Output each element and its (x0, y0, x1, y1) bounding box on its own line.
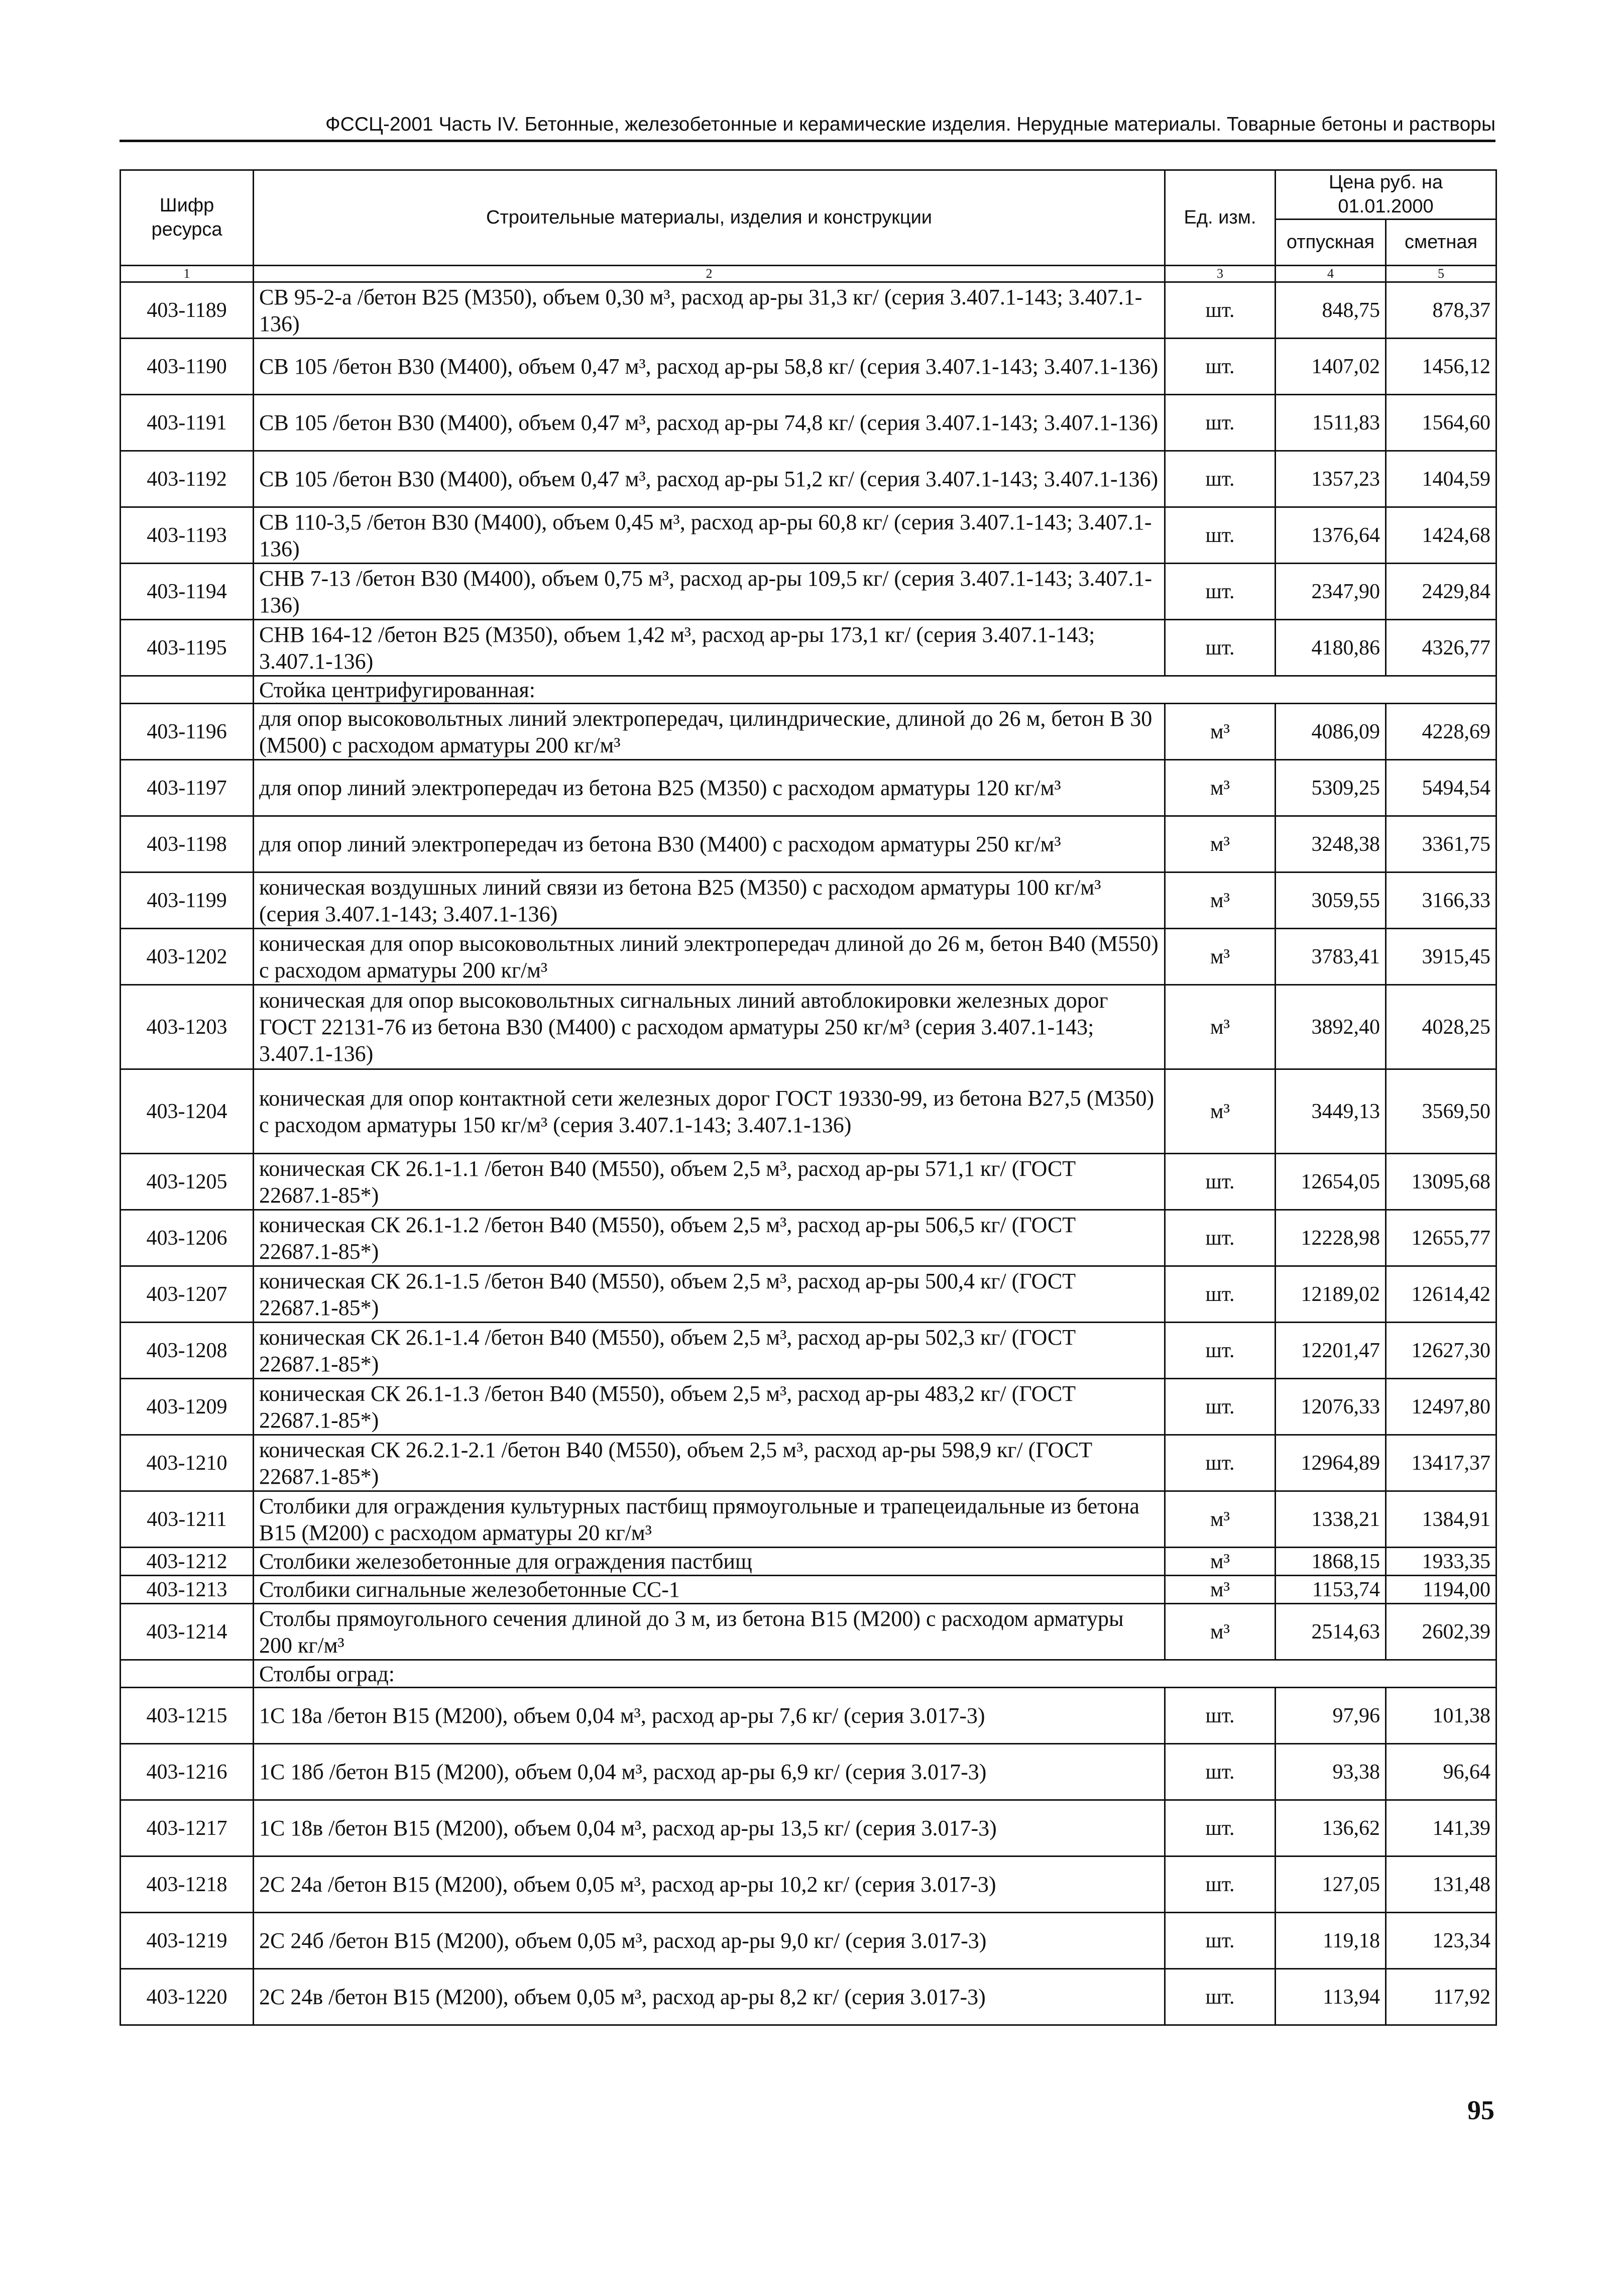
header-unit: Ед. изм. (1165, 170, 1276, 266)
table-row (121, 1266, 1496, 1323)
release-price-cell: 1511,83 (1276, 395, 1386, 451)
estimate-price-cell: 4326,77 (1386, 620, 1496, 676)
release-price-cell: 3783,41 (1276, 929, 1386, 985)
release-price-cell: 2347,90 (1276, 564, 1386, 620)
header-code: Шифр ресурса (121, 170, 254, 266)
description-cell: СВ 105 /бетон В30 (М400), объем 0,47 м³, расход ар-ры 74,8 кг/ (серия 3.407.1-143; 3.407.1-136) (254, 395, 1165, 451)
unit-cell: шт. (1165, 1323, 1276, 1379)
table-row (121, 985, 1496, 1069)
release-price-cell: 3892,40 (1276, 985, 1386, 1069)
unit-cell: м³ (1165, 1548, 1276, 1576)
unit-cell: шт. (1165, 1210, 1276, 1266)
code-cell: 403-1193 (121, 507, 254, 564)
description-cell: 1С 18б /бетон В15 (М200), объем 0,04 м³, расход ар-ры 6,9 кг/ (серия 3.017-3) (254, 1744, 1165, 1800)
unit-cell: шт. (1165, 507, 1276, 564)
table-row (121, 1210, 1496, 1266)
estimate-price-cell: 13417,37 (1386, 1435, 1496, 1491)
code-cell: 403-1220 (121, 1969, 254, 2025)
code-cell: 403-1199 (121, 872, 254, 929)
unit-cell: м³ (1165, 816, 1276, 872)
release-price-cell: 1376,64 (1276, 507, 1386, 564)
release-price-cell: 1153,74 (1276, 1576, 1386, 1604)
unit-cell: шт. (1165, 282, 1276, 339)
table-row (121, 395, 1496, 451)
unit-cell: шт. (1165, 1800, 1276, 1856)
unit-cell: м³ (1165, 1069, 1276, 1154)
code-cell: 403-1211 (121, 1491, 254, 1548)
column-index: 3 (1165, 266, 1276, 282)
section-row (121, 1660, 1496, 1688)
table-row (121, 507, 1496, 564)
release-price-cell: 3449,13 (1276, 1069, 1386, 1154)
release-price-cell: 3059,55 (1276, 872, 1386, 929)
estimate-price-cell: 12655,77 (1386, 1210, 1496, 1266)
description-cell: Столбы прямоугольного сечения длиной до 3 м, из бетона В15 (М200) с расходом арматуры 200 кг/м³ (254, 1604, 1165, 1660)
header-release-price: отпускная (1276, 220, 1386, 266)
unit-cell: шт. (1165, 1744, 1276, 1800)
table-row (121, 872, 1496, 929)
unit-cell: м³ (1165, 985, 1276, 1069)
unit-cell: шт. (1165, 1913, 1276, 1969)
estimate-price-cell: 3915,45 (1386, 929, 1496, 985)
description-cell: 2С 24б /бетон В15 (М200), объем 0,05 м³, расход ар-ры 9,0 кг/ (серия 3.017-3) (254, 1913, 1165, 1969)
code-cell: 403-1214 (121, 1604, 254, 1660)
price-table (120, 169, 1497, 2026)
table-row (121, 760, 1496, 816)
release-price-cell: 12201,47 (1276, 1323, 1386, 1379)
estimate-price-cell: 3361,75 (1386, 816, 1496, 872)
unit-cell: шт. (1165, 1969, 1276, 2025)
table-row (121, 1069, 1496, 1154)
release-price-cell: 119,18 (1276, 1913, 1386, 1969)
table-row (121, 1688, 1496, 1744)
estimate-price-cell: 1384,91 (1386, 1491, 1496, 1548)
description-cell: для опор линий электропередач из бетона В25 (М350) с расходом арматуры 120 кг/м³ (254, 760, 1165, 816)
section-title: Стойка центрифугированная: (254, 676, 1496, 704)
table-row (121, 816, 1496, 872)
estimate-price-cell: 1404,59 (1386, 451, 1496, 507)
code-cell: 403-1217 (121, 1800, 254, 1856)
page-number: 95 (1467, 2095, 1494, 2125)
release-price-cell: 1338,21 (1276, 1491, 1386, 1548)
estimate-price-cell: 117,92 (1386, 1969, 1496, 2025)
estimate-price-cell: 1456,12 (1386, 339, 1496, 395)
estimate-price-cell: 4028,25 (1386, 985, 1496, 1069)
code-cell: 403-1210 (121, 1435, 254, 1491)
code-cell: 403-1189 (121, 282, 254, 339)
estimate-price-cell: 1564,60 (1386, 395, 1496, 451)
estimate-price-cell: 101,38 (1386, 1688, 1496, 1744)
table-row (121, 1154, 1496, 1210)
unit-cell: шт. (1165, 1379, 1276, 1435)
table-body (121, 282, 1496, 2025)
running-header: ФССЦ-2001 Часть IV. Бетонные, железобетонные и керамические изделия. Нерудные материалы. Товарные бетоны и растворы (120, 110, 1495, 142)
description-cell: СВ 110-3,5 /бетон В30 (М400), объем 0,45 м³, расход ар-ры 60,8 кг/ (серия 3.407.1-143; 3.407.1-136) (254, 507, 1165, 564)
description-cell: коническая для опор контактной сети железных дорог ГОСТ 19330-99, из бетона В27,5 (М350) с расходом арматуры 150 кг/м³ (серия 3.407.1-143; 3.407.1-136) (254, 1069, 1165, 1154)
release-price-cell: 12189,02 (1276, 1266, 1386, 1323)
code-cell: 403-1192 (121, 451, 254, 507)
description-cell: коническая СК 26.1-1.1 /бетон В40 (М550), объем 2,5 м³, расход ар-ры 571,1 кг/ (ГОСТ 22687.1-85*) (254, 1154, 1165, 1210)
code-cell: 403-1191 (121, 395, 254, 451)
table-row (121, 1435, 1496, 1491)
estimate-price-cell: 3166,33 (1386, 872, 1496, 929)
unit-cell: шт. (1165, 339, 1276, 395)
table-row (121, 282, 1496, 339)
table-row (121, 1548, 1496, 1576)
unit-cell: м³ (1165, 1604, 1276, 1660)
code-cell: 403-1216 (121, 1744, 254, 1800)
release-price-cell: 1868,15 (1276, 1548, 1386, 1576)
section-code-cell (121, 1660, 254, 1688)
table-row (121, 1379, 1496, 1435)
unit-cell: шт. (1165, 1266, 1276, 1323)
description-cell: коническая СК 26.2.1-2.1 /бетон В40 (М550), объем 2,5 м³, расход ар-ры 598,9 кг/ (ГОСТ 22687.1-85*) (254, 1435, 1165, 1491)
table-row (121, 929, 1496, 985)
estimate-price-cell: 141,39 (1386, 1800, 1496, 1856)
unit-cell: шт. (1165, 1856, 1276, 1913)
release-price-cell: 127,05 (1276, 1856, 1386, 1913)
unit-cell: м³ (1165, 1576, 1276, 1604)
header-price-group: Цена руб. на 01.01.2000 (1276, 170, 1496, 220)
description-cell: коническая для опор высоковольтных линий электропередач длиной до 26 м, бетон В40 (М550) с расходом арматуры 200 кг/м³ (254, 929, 1165, 985)
description-cell: СВ 95-2-а /бетон В25 (М350), объем 0,30 м³, расход ар-ры 31,3 кг/ (серия 3.407.1-143; 3.407.1-136) (254, 282, 1165, 339)
code-cell: 403-1190 (121, 339, 254, 395)
code-cell: 403-1207 (121, 1266, 254, 1323)
code-cell: 403-1197 (121, 760, 254, 816)
release-price-cell: 93,38 (1276, 1744, 1386, 1800)
release-price-cell: 1407,02 (1276, 339, 1386, 395)
column-index: 1 (121, 266, 254, 282)
description-cell: для опор линий электропередач из бетона В30 (М400) с расходом арматуры 250 кг/м³ (254, 816, 1165, 872)
table-row (121, 564, 1496, 620)
description-cell: 2С 24а /бетон В15 (М200), объем 0,05 м³, расход ар-ры 10,2 кг/ (серия 3.017-3) (254, 1856, 1165, 1913)
table-row (121, 1744, 1496, 1800)
table-row (121, 1604, 1496, 1660)
code-cell: 403-1219 (121, 1913, 254, 1969)
table-row (121, 1576, 1496, 1604)
estimate-price-cell: 2429,84 (1386, 564, 1496, 620)
description-cell: СВ 105 /бетон В30 (М400), объем 0,47 м³, расход ар-ры 51,2 кг/ (серия 3.407.1-143; 3.407.1-136) (254, 451, 1165, 507)
estimate-price-cell: 123,34 (1386, 1913, 1496, 1969)
code-cell: 403-1205 (121, 1154, 254, 1210)
description-cell: коническая СК 26.1-1.2 /бетон В40 (М550), объем 2,5 м³, расход ар-ры 506,5 кг/ (ГОСТ 22687.1-85*) (254, 1210, 1165, 1266)
description-cell: СНВ 7-13 /бетон В30 (М400), объем 0,75 м³, расход ар-ры 109,5 кг/ (серия 3.407.1-143; 3.407.1-136) (254, 564, 1165, 620)
code-cell: 403-1204 (121, 1069, 254, 1154)
unit-cell: м³ (1165, 929, 1276, 985)
estimate-price-cell: 1194,00 (1386, 1576, 1496, 1604)
estimate-price-cell: 12497,80 (1386, 1379, 1496, 1435)
code-cell: 403-1215 (121, 1688, 254, 1744)
description-cell: коническая воздушных линий связи из бетона В25 (М350) с расходом арматуры 100 кг/м³ (серия 3.407.1-143; 3.407.1-136) (254, 872, 1165, 929)
table-row (121, 1491, 1496, 1548)
table-row (121, 1913, 1496, 1969)
table-row (121, 1856, 1496, 1913)
estimate-price-cell: 4228,69 (1386, 704, 1496, 760)
code-cell: 403-1213 (121, 1576, 254, 1604)
description-cell: коническая СК 26.1-1.4 /бетон В40 (М550), объем 2,5 м³, расход ар-ры 502,3 кг/ (ГОСТ 22687.1-85*) (254, 1323, 1165, 1379)
description-cell: коническая для опор высоковольтных сигнальных линий автоблокировки железных дорог ГОСТ 22131-76 из бетона В30 (М400) с расходом арматуры 250 кг/м³ (серия 3.407.1-143; 3.407.1-136) (254, 985, 1165, 1069)
description-cell: 1С 18а /бетон В15 (М200), объем 0,04 м³, расход ар-ры 7,6 кг/ (серия 3.017-3) (254, 1688, 1165, 1744)
estimate-price-cell: 5494,54 (1386, 760, 1496, 816)
code-cell: 403-1218 (121, 1856, 254, 1913)
release-price-cell: 12228,98 (1276, 1210, 1386, 1266)
description-cell: Столбики для ограждения культурных пастбищ прямоугольные и трапецеидальные из бетона В15 (М200) с расходом арматуры 20 кг/м³ (254, 1491, 1165, 1548)
release-price-cell: 3248,38 (1276, 816, 1386, 872)
table-row (121, 1969, 1496, 2025)
release-price-cell: 12654,05 (1276, 1154, 1386, 1210)
column-index: 5 (1386, 266, 1496, 282)
estimate-price-cell: 12627,30 (1386, 1323, 1496, 1379)
code-cell: 403-1208 (121, 1323, 254, 1379)
table-row (121, 1800, 1496, 1856)
code-cell: 403-1206 (121, 1210, 254, 1266)
unit-cell: шт. (1165, 451, 1276, 507)
release-price-cell: 1357,23 (1276, 451, 1386, 507)
description-cell: СВ 105 /бетон В30 (М400), объем 0,47 м³, расход ар-ры 58,8 кг/ (серия 3.407.1-143; 3.407.1-136) (254, 339, 1165, 395)
estimate-price-cell: 131,48 (1386, 1856, 1496, 1913)
header-estimate-price: сметная (1386, 220, 1496, 266)
code-cell: 403-1194 (121, 564, 254, 620)
description-cell: коническая СК 26.1-1.5 /бетон В40 (М550), объем 2,5 м³, расход ар-ры 500,4 кг/ (ГОСТ 22687.1-85*) (254, 1266, 1165, 1323)
estimate-price-cell: 12614,42 (1386, 1266, 1496, 1323)
table-row (121, 339, 1496, 395)
code-cell: 403-1195 (121, 620, 254, 676)
release-price-cell: 12076,33 (1276, 1379, 1386, 1435)
table-row (121, 620, 1496, 676)
description-cell: для опор высоковольтных линий электропередач, цилиндрические, длиной до 26 м, бетон В 30 (М500) с расходом арматуры 200 кг/м³ (254, 704, 1165, 760)
release-price-cell: 136,62 (1276, 1800, 1386, 1856)
release-price-cell: 848,75 (1276, 282, 1386, 339)
code-cell: 403-1203 (121, 985, 254, 1069)
section-title: Столбы оград: (254, 1660, 1496, 1688)
estimate-price-cell: 96,64 (1386, 1744, 1496, 1800)
estimate-price-cell: 1424,68 (1386, 507, 1496, 564)
release-price-cell: 4180,86 (1276, 620, 1386, 676)
description-cell: СНВ 164-12 /бетон В25 (М350), объем 1,42 м³, расход ар-ры 173,1 кг/ (серия 3.407.1-143; 3.407.1-136) (254, 620, 1165, 676)
section-code-cell (121, 676, 254, 704)
description-cell: 1С 18в /бетон В15 (М200), объем 0,04 м³, расход ар-ры 13,5 кг/ (серия 3.017-3) (254, 1800, 1165, 1856)
table-row (121, 704, 1496, 760)
unit-cell: шт. (1165, 1435, 1276, 1491)
table-row (121, 451, 1496, 507)
column-index-row (121, 266, 1496, 282)
release-price-cell: 97,96 (1276, 1688, 1386, 1744)
release-price-cell: 5309,25 (1276, 760, 1386, 816)
unit-cell: м³ (1165, 872, 1276, 929)
description-cell: 2С 24в /бетон В15 (М200), объем 0,05 м³, расход ар-ры 8,2 кг/ (серия 3.017-3) (254, 1969, 1165, 2025)
unit-cell: шт. (1165, 1688, 1276, 1744)
release-price-cell: 4086,09 (1276, 704, 1386, 760)
table-row (121, 1323, 1496, 1379)
unit-cell: шт. (1165, 1154, 1276, 1210)
code-cell: 403-1198 (121, 816, 254, 872)
estimate-price-cell: 3569,50 (1386, 1069, 1496, 1154)
description-cell: Столбики железобетонные для ограждения пастбищ (254, 1548, 1165, 1576)
column-index: 2 (254, 266, 1165, 282)
unit-cell: м³ (1165, 760, 1276, 816)
description-cell: коническая СК 26.1-1.3 /бетон В40 (М550), объем 2,5 м³, расход ар-ры 483,2 кг/ (ГОСТ 22687.1-85*) (254, 1379, 1165, 1435)
estimate-price-cell: 13095,68 (1386, 1154, 1496, 1210)
estimate-price-cell: 2602,39 (1386, 1604, 1496, 1660)
header-name: Строительные материалы, изделия и конструкции (254, 170, 1165, 266)
section-row (121, 676, 1496, 704)
code-cell: 403-1212 (121, 1548, 254, 1576)
description-cell: Столбики сигнальные железобетонные СС-1 (254, 1576, 1165, 1604)
unit-cell: шт. (1165, 564, 1276, 620)
release-price-cell: 2514,63 (1276, 1604, 1386, 1660)
code-cell: 403-1202 (121, 929, 254, 985)
unit-cell: шт. (1165, 620, 1276, 676)
release-price-cell: 113,94 (1276, 1969, 1386, 2025)
release-price-cell: 12964,89 (1276, 1435, 1386, 1491)
column-index: 4 (1276, 266, 1386, 282)
code-cell: 403-1196 (121, 704, 254, 760)
estimate-price-cell: 878,37 (1386, 282, 1496, 339)
code-cell: 403-1209 (121, 1379, 254, 1435)
unit-cell: м³ (1165, 704, 1276, 760)
unit-cell: шт. (1165, 395, 1276, 451)
estimate-price-cell: 1933,35 (1386, 1548, 1496, 1576)
unit-cell: м³ (1165, 1491, 1276, 1548)
